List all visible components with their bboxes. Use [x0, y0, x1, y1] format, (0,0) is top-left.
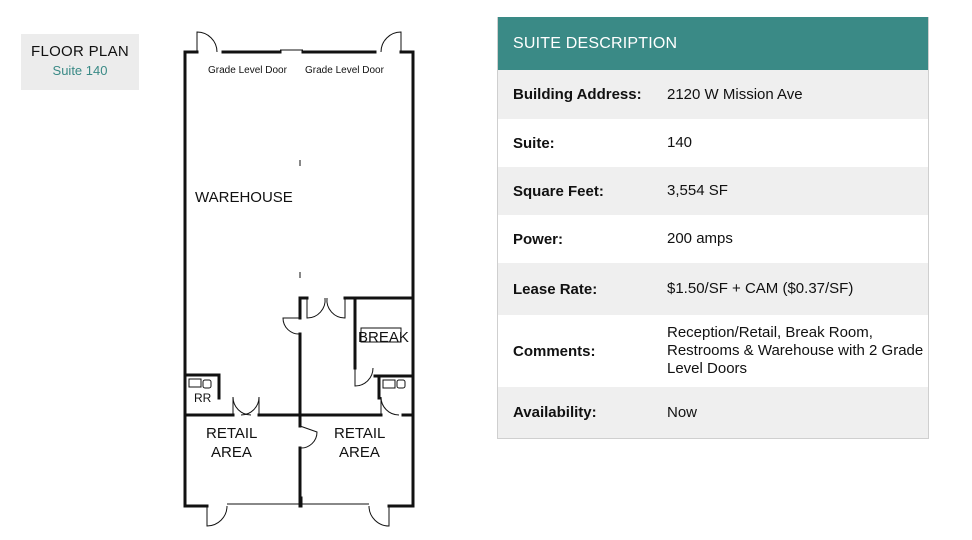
retail-right-label-2: AREA: [339, 444, 380, 461]
table-row: [498, 387, 928, 438]
warehouse-label: WAREHOUSE: [195, 189, 293, 206]
floor-plan-drawing: [175, 28, 425, 533]
retail-left-label-2: AREA: [211, 444, 252, 461]
table-row: [498, 315, 928, 387]
row-value: 2120 W Mission Ave: [667, 85, 803, 103]
rr-label: RR: [194, 391, 212, 405]
row-label: Lease Rate:: [513, 280, 598, 298]
row-value: 3,554 SF: [667, 182, 728, 199]
row-label: Suite:: [513, 134, 555, 152]
break-label: BREAK: [358, 329, 409, 346]
door-label-2: Grade Level Door: [305, 65, 384, 76]
row-label: Building Address:: [513, 86, 642, 103]
retail-left-label-1: RETAIL: [206, 425, 258, 442]
row-value: Now: [667, 403, 698, 421]
suite-description-header: SUITE DESCRIPTION: [498, 17, 928, 70]
row-value: $1.50/SF + CAM ($0.37/SF): [667, 280, 854, 297]
floor-plan-badge: [21, 34, 139, 90]
table-row: [498, 167, 928, 215]
badge-subtitle: Suite 140: [52, 63, 108, 78]
badge-title: FLOOR PLAN: [30, 43, 130, 60]
table-row: [498, 119, 928, 167]
row-label: Power:: [513, 230, 564, 248]
retail-right-label-1: RETAIL: [334, 425, 386, 442]
table-row: [498, 263, 928, 315]
row-label: Comments:: [513, 342, 596, 360]
table-row: [498, 215, 928, 263]
row-label: Square Feet:: [513, 182, 604, 200]
row-value: Reception/Retail, Break Room, Restrooms & Warehouse with 2 Grade Level Doors: [667, 324, 924, 377]
table-row: [498, 70, 928, 119]
row-value: 140: [667, 134, 693, 151]
row-label: Availability:: [513, 404, 597, 421]
door-label-1: Grade Level Door: [208, 65, 287, 76]
suite-description-table: [497, 17, 929, 439]
row-value: 200 amps: [667, 230, 733, 247]
